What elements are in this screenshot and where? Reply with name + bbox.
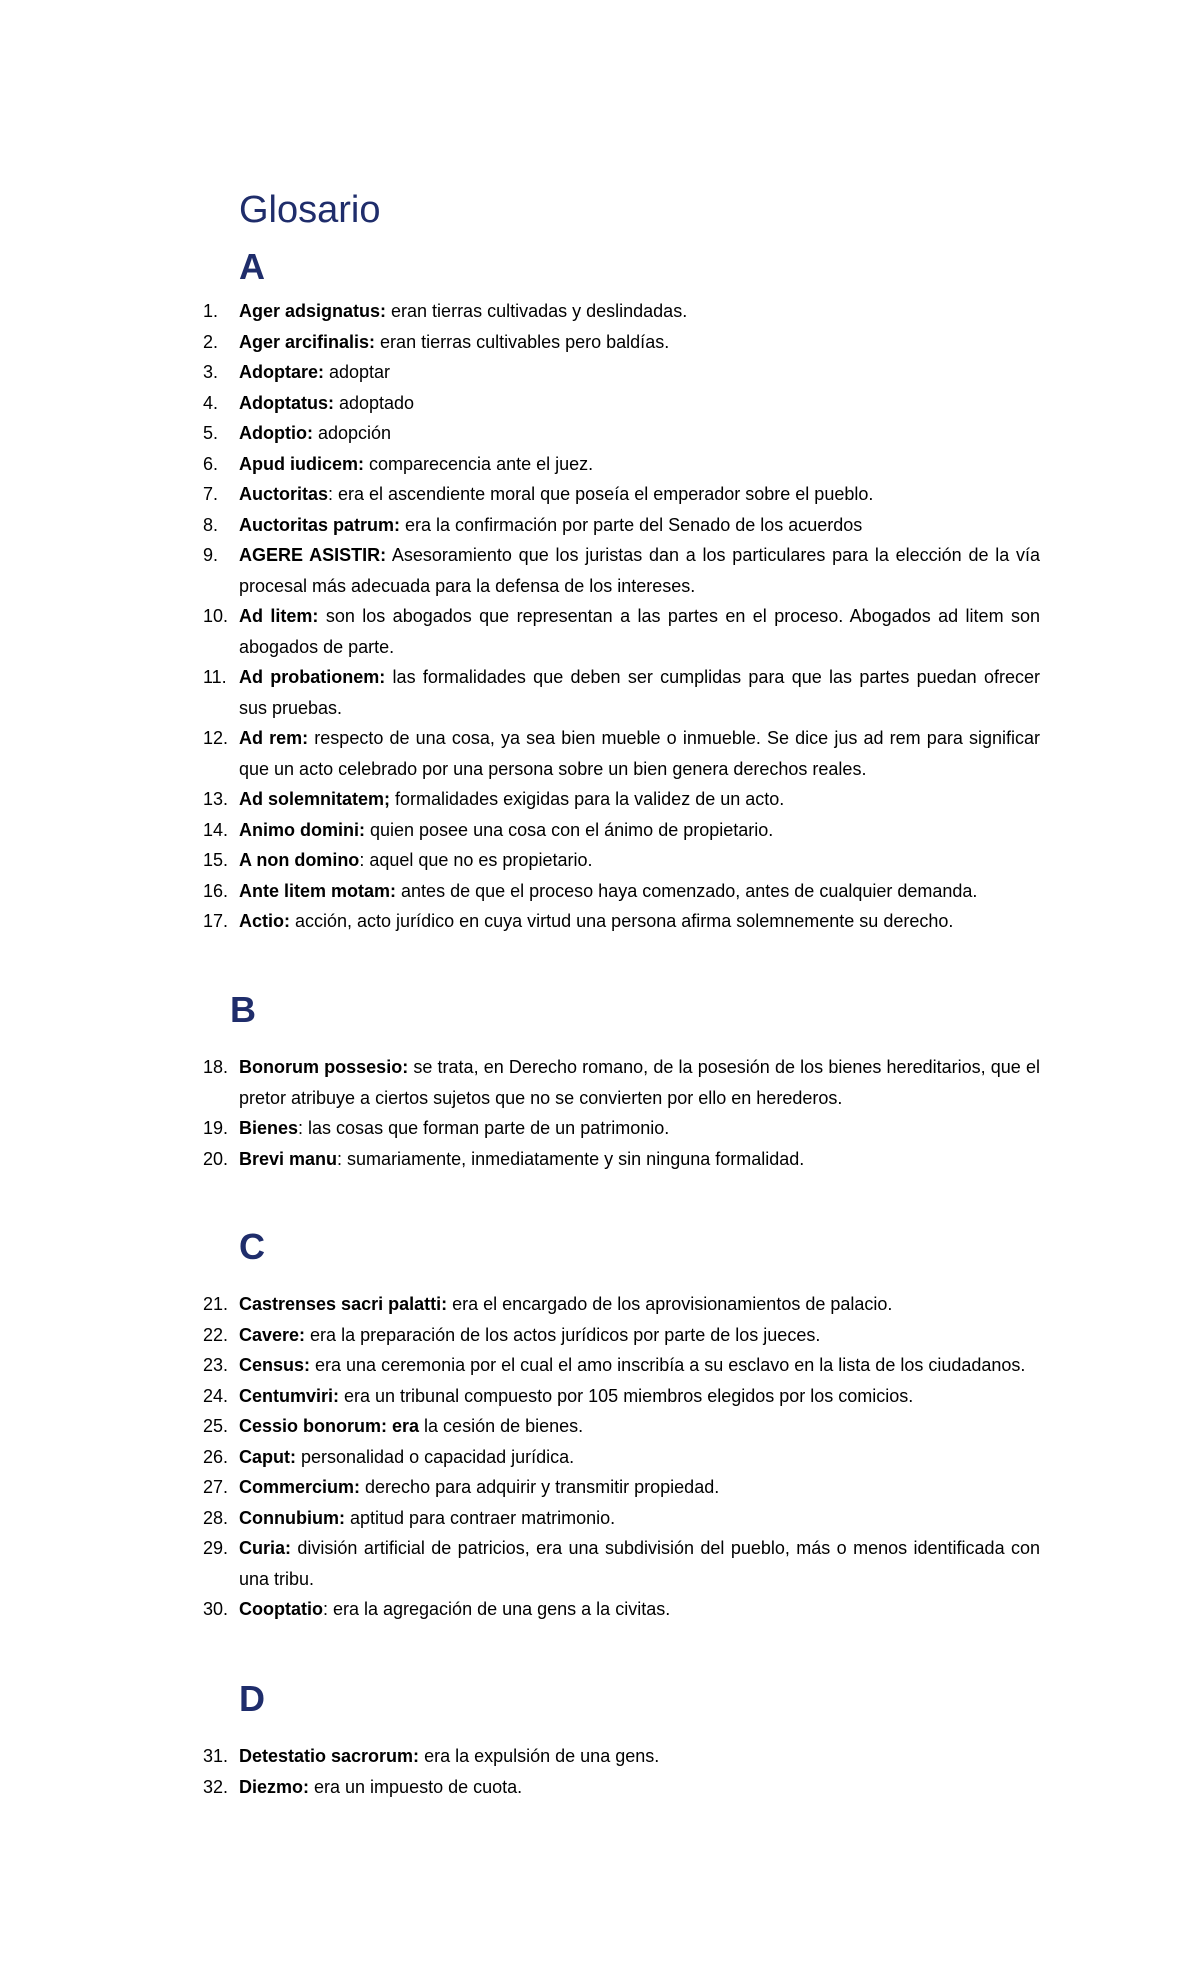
entry-number: 31. xyxy=(203,1746,229,1766)
entry-number: 29. xyxy=(203,1538,229,1558)
entry-number: 3. xyxy=(203,362,219,382)
glossary-entry xyxy=(0,1594,1040,1625)
entry-number: 24. xyxy=(203,1385,229,1406)
entry-number: 1. xyxy=(203,301,219,321)
entry-definition: quien posee una cosa con el ánimo de propietario. xyxy=(364,819,774,840)
entry-term: Adoptio: xyxy=(239,423,313,443)
glossary-entry xyxy=(0,418,1040,449)
glossary-entry xyxy=(0,1472,1040,1503)
glossary-entry xyxy=(0,1320,1040,1351)
entry-definition: : sumariamente, inmediatamente y sin ninguna formalidad. xyxy=(337,1148,805,1169)
glossary-entry xyxy=(0,1411,1040,1442)
entry-term: Ante litem motam: xyxy=(239,880,397,901)
entry-number: 5. xyxy=(203,423,219,443)
entry-term: Ad rem: xyxy=(239,728,309,748)
glossary-entry xyxy=(0,1381,1040,1412)
entry-term: Cessio bonorum: era xyxy=(239,1416,420,1436)
glossary-entry xyxy=(0,296,1040,327)
glossary-entry xyxy=(0,662,1040,723)
entry-number: 12. xyxy=(203,728,229,748)
entry-term: A non domino xyxy=(239,850,360,870)
glossary-entry xyxy=(0,357,1040,388)
entry-number: 28. xyxy=(203,1507,229,1528)
entry-number: 8. xyxy=(203,514,219,535)
glossary-entry xyxy=(0,449,1040,480)
entry-definition: : era la agregación de una gens a la civitas. xyxy=(322,1599,671,1619)
entry-definition: : era el ascendiente moral que poseía el emperador sobre el pueblo. xyxy=(328,484,874,504)
glossary-list-c xyxy=(0,1289,1040,1625)
entry-term: Bienes xyxy=(239,1118,299,1138)
section-letter-c: C xyxy=(239,1226,265,1267)
entry-term: Curia: xyxy=(239,1538,292,1558)
section-letter-b: B xyxy=(230,989,256,1030)
entry-term: Actio: xyxy=(239,911,290,931)
glossary-list-d xyxy=(0,1741,1040,1802)
entry-number: 20. xyxy=(203,1148,229,1169)
entry-number: 25. xyxy=(203,1416,229,1436)
entry-term: Cavere: xyxy=(239,1324,306,1345)
entry-definition: formalidades exigidas para la validez de un acto. xyxy=(390,789,785,809)
entry-term: Census: xyxy=(239,1355,311,1375)
entry-number: 23. xyxy=(203,1355,229,1375)
entry-number: 27. xyxy=(203,1477,229,1497)
entry-number: 13. xyxy=(203,789,229,809)
entry-term: Castrenses sacri palatti: xyxy=(239,1294,448,1314)
entry-term: Brevi manu xyxy=(239,1148,338,1169)
glossary-entry xyxy=(0,1144,1040,1175)
glossary-entry xyxy=(0,510,1040,541)
entry-number: 21. xyxy=(203,1294,229,1314)
entry-definition: : las cosas que forman parte de un patrimonio. xyxy=(298,1118,670,1138)
glossary-entry xyxy=(0,388,1040,419)
entry-number: 14. xyxy=(203,819,229,840)
section-letter-a: A xyxy=(239,246,265,287)
entry-definition: era un impuesto de cuota. xyxy=(309,1776,523,1797)
entry-number: 30. xyxy=(203,1599,229,1619)
glossary-entry xyxy=(0,1442,1040,1473)
entry-term: Auctoritas patrum: xyxy=(239,514,401,535)
entry-definition: adoptar xyxy=(324,362,391,382)
entry-number: 2. xyxy=(203,331,219,352)
entry-term: Ager arcifinalis: xyxy=(239,331,376,352)
entry-definition: eran tierras cultivables pero baldías. xyxy=(375,331,670,352)
entry-definition: era la confirmación por parte del Senado de los acuerdos xyxy=(400,514,863,535)
entry-number: 7. xyxy=(203,484,219,504)
entry-term: Adoptatus: xyxy=(239,392,334,413)
entry-term: Ager adsignatus: xyxy=(239,301,387,321)
entry-definition: adoptado xyxy=(333,392,415,413)
glossary-entry xyxy=(0,479,1040,510)
entry-term: Animo domini: xyxy=(239,819,365,840)
glossary-entry xyxy=(0,1741,1040,1772)
glossary-entry xyxy=(0,540,1040,601)
entry-number: 9. xyxy=(203,545,219,565)
glossary-entry xyxy=(0,815,1040,846)
entry-term: Bonorum possesio: xyxy=(239,1057,409,1077)
entry-definition: era el encargado de los aprovisionamientos de palacio. xyxy=(447,1294,893,1314)
glossary-entry xyxy=(0,1772,1040,1803)
entry-definition: la cesión de bienes. xyxy=(419,1416,584,1436)
entry-definition: antes de que el proceso haya comenzado, antes de cualquier demanda. xyxy=(396,880,978,901)
entry-definition: las formalidades que deben ser cumplidas para que las partes puedan ofrecer sus pruebas. xyxy=(239,667,1040,718)
entry-number: 16. xyxy=(203,880,229,901)
entry-term: Detestatio sacrorum: xyxy=(239,1746,420,1766)
entry-number: 10. xyxy=(203,606,229,626)
glossary-entry xyxy=(0,906,1040,937)
entry-term: Apud iudicem: xyxy=(239,453,364,474)
entry-definition: respecto de una cosa, ya sea bien mueble o inmueble. Se dice jus ad rem para significar que un acto celebrado por una persona sobre un bien genera derechos reales. xyxy=(239,728,1040,779)
entry-term: Commercium: xyxy=(239,1477,361,1497)
glossary-entry xyxy=(0,601,1040,662)
entry-number: 6. xyxy=(203,453,219,474)
entry-definition: era un tribunal compuesto por 105 miembros elegidos por los comicios. xyxy=(339,1385,914,1406)
entry-number: 18. xyxy=(203,1057,229,1077)
entry-definition: eran tierras cultivadas y deslindadas. xyxy=(386,301,688,321)
entry-definition: era la preparación de los actos jurídicos por parte de los jueces. xyxy=(305,1324,821,1345)
entry-definition: Asesoramiento que los juristas dan a los particulares para la elección de la vía procesal más adecuada para la defensa de los intereses. xyxy=(239,545,1040,596)
glossary-entry xyxy=(0,784,1040,815)
glossary-entry xyxy=(0,1350,1040,1381)
entry-term: Caput: xyxy=(239,1446,296,1467)
entry-number: 15. xyxy=(203,850,229,870)
entry-term: Cooptatio xyxy=(239,1599,323,1619)
entry-definition: comparecencia ante el juez. xyxy=(364,453,594,474)
entry-number: 32. xyxy=(203,1776,229,1797)
glossary-entry xyxy=(0,723,1040,784)
entry-definition: división artificial de patricios, era una subdivisión del pueblo, más o menos identificada con una tribu. xyxy=(239,1538,1040,1589)
glossary-entry xyxy=(0,1289,1040,1320)
glossary-list-b xyxy=(0,1052,1040,1174)
glossary-list-a xyxy=(0,296,1040,937)
entry-term: AGERE ASISTIR: xyxy=(239,545,387,565)
entry-number: 19. xyxy=(203,1118,229,1138)
entry-definition: : aquel que no es propietario. xyxy=(359,850,593,870)
section-letter-d: D xyxy=(239,1678,265,1719)
entry-number: 4. xyxy=(203,392,219,413)
entry-term: Diezmo: xyxy=(239,1776,310,1797)
glossary-entry xyxy=(0,1503,1040,1534)
entry-definition: adopción xyxy=(312,423,392,443)
glossary-entry xyxy=(0,876,1040,907)
page-title: Glosario xyxy=(239,189,381,231)
entry-term: Ad probationem: xyxy=(239,667,386,687)
entry-term: Ad litem: xyxy=(239,606,319,626)
glossary-entry xyxy=(0,845,1040,876)
entry-definition: derecho para adquirir y transmitir propiedad. xyxy=(360,1477,720,1497)
entry-definition: aptitud para contraer matrimonio. xyxy=(344,1507,616,1528)
entry-definition: era una ceremonia por el cual el amo inscribía a su esclavo en la lista de los ciudadanos. xyxy=(310,1355,1026,1375)
entry-definition: son los abogados que representan a las partes en el proceso. Abogados ad litem son abogados de parte. xyxy=(239,606,1040,657)
entry-definition: acción, acto jurídico en cuya virtud una persona afirma solemnemente su derecho. xyxy=(290,911,954,931)
entry-number: 11. xyxy=(203,667,227,687)
entry-term: Adoptare: xyxy=(239,362,324,382)
entry-number: 26. xyxy=(203,1446,229,1467)
entry-term: Auctoritas xyxy=(239,484,329,504)
glossary-entry xyxy=(0,327,1040,358)
glossary-entry xyxy=(0,1533,1040,1594)
entry-term: Connubium: xyxy=(239,1507,345,1528)
entry-definition: personalidad o capacidad jurídica. xyxy=(296,1446,575,1467)
glossary-entry xyxy=(0,1052,1040,1113)
glossary-entry xyxy=(0,1113,1040,1144)
entry-term: Ad solemnitatem; xyxy=(239,789,391,809)
entry-term: Centumviri: xyxy=(239,1385,340,1406)
entry-definition: era la expulsión de una gens. xyxy=(419,1746,660,1766)
entry-number: 22. xyxy=(203,1324,229,1345)
entry-definition: se trata, en Derecho romano, de la posesión de los bienes hereditarios, que el pretor atribuye a ciertos sujetos que no se convierten por ello en herederos. xyxy=(239,1057,1040,1108)
entry-number: 17. xyxy=(203,911,229,931)
